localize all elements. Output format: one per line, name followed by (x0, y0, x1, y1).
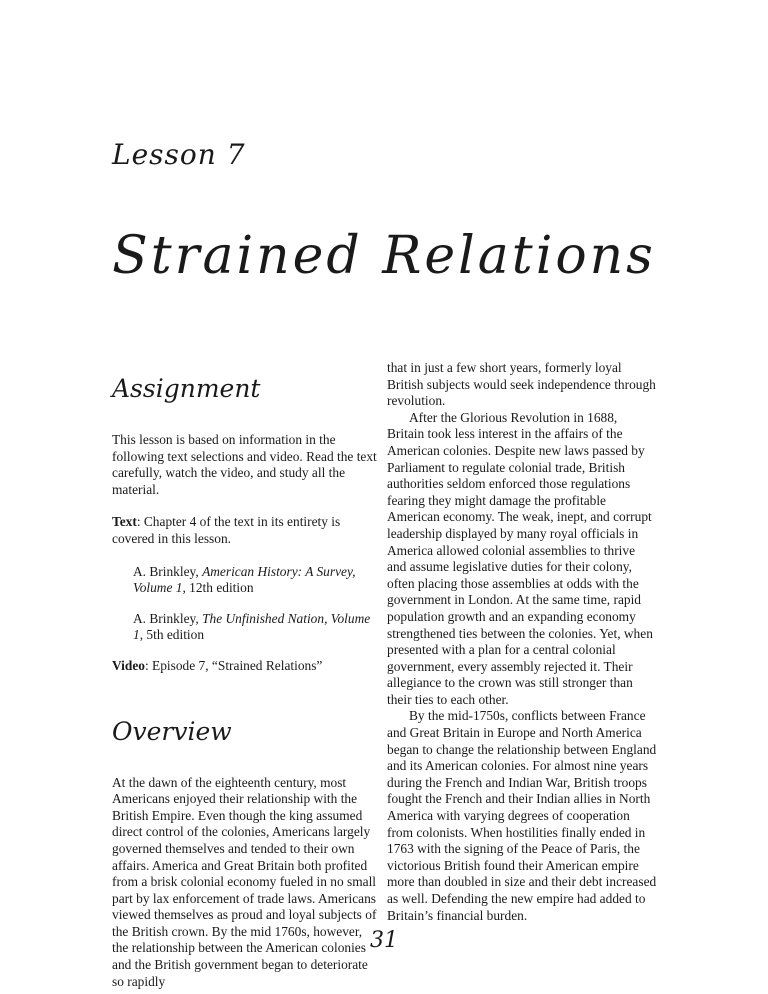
book-author: A. Brinkley, (133, 563, 203, 579)
right-column (387, 360, 657, 924)
overview-paragraph: After the Glorious Revolution in 1688, Britain took less interest in the affairs of the American colonies. Despite new laws passed by Parliament to regulate colonial trade, British authorities seldom enforced those regulations fearing they might damage the profitable American economy. The weak, inept, and corrupt leadership displayed by many royal officials in America allowed colonial assemblies to thrive and assume legislative duties for their colony, often placing those assemblies at odds with the government in London. At the same time, rapid population growth and an expanding economy strengthened ties between the colonies. Yet, when presented with a plan for a central colonial government, every assembly rejected it. Their allegiance to the crown was still stronger than their ties to each other. (387, 409, 653, 707)
book-title: American History: A Survey, Volume 1 (133, 563, 356, 596)
book-author: A. Brinkley, (133, 610, 203, 626)
assignment-intro: This lesson is based on information in the following text selections and video. Read the text carefully, watch the video, and study all the material. (112, 432, 377, 497)
text-detail: : Chapter 4 of the text in its entirety is covered in this lesson. (112, 514, 341, 546)
overview-paragraph: At the dawn of the eighteenth century, most Americans enjoyed their relationship with the British Empire. Even though the king assumed direct control of the colonies, Americans largely governed themselves and tended to their own affairs. America and Great Britain both profited from a brisk colonial economy fueled in no small part by lax enforcement of trade laws. Americans viewed themselves as proud and loyal subjects of the British crown. By the mid 1760s, however, the relationship between the American colonies and the British government began to deteriorate so rapidly (112, 774, 377, 989)
book-edition: , 5th edition (139, 627, 205, 643)
overview-heading: Overview (112, 716, 232, 746)
book-citation (133, 611, 380, 644)
overview-paragraph-continued: that in just a few short years, formerly loyal British subjects would seek independence through revolution. (387, 360, 656, 409)
book-edition: , 12th edition (182, 580, 254, 596)
video-detail: : Episode 7, “Strained Relations” (144, 657, 323, 673)
left-column (112, 360, 380, 990)
assignment-heading: Assignment (112, 374, 261, 403)
book-citation (133, 564, 380, 597)
video-assignment (112, 658, 380, 675)
book-title: The Unfinished Nation, Volume 1 (133, 610, 371, 643)
page-number: 31 (370, 928, 398, 953)
video-label: Video (112, 657, 145, 673)
lesson-label: Lesson 7 (112, 138, 246, 171)
overview-paragraph: By the mid-1750s, conflicts between France and Great Britain in Europe and North America began to change the relationship between England and its American colonies. For almost nine years during the French and Indian War, British troops fought the French and their Indian allies in North America with varying degrees of cooperation from colonists. When hostilities finally ended in 1763 with the signing of the Peace of Paris, the victorious British found their American empire more than doubled in size and their debt increased as well. Defending the new empire had added to Britain’s financial burden. (387, 708, 657, 923)
text-label: Text (112, 514, 137, 530)
page-title: Strained Relations (112, 226, 656, 286)
text-assignment (112, 514, 380, 547)
